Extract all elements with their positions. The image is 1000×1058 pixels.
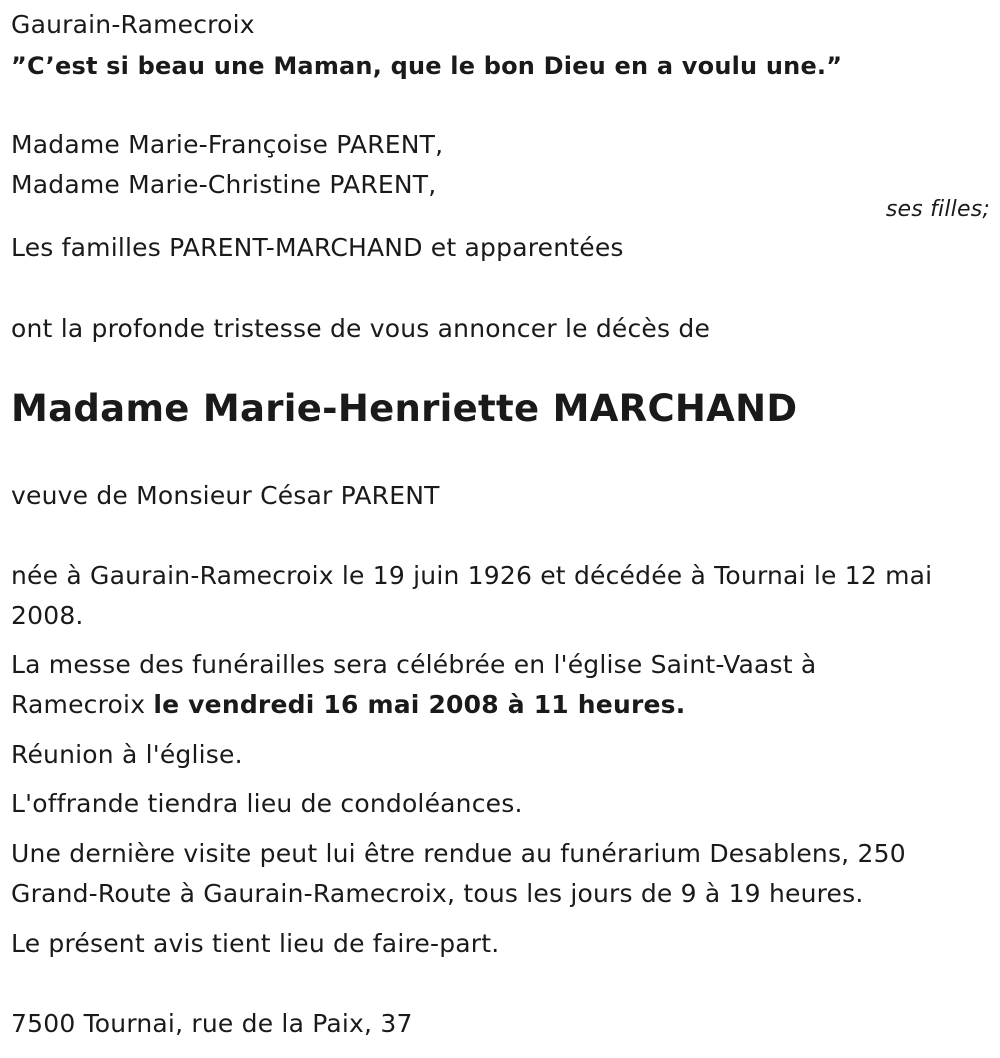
notice-line: Le présent avis tient lieu de faire-part. [11, 929, 500, 958]
visit-line-end: Grand-Route à Gaurain-Ramecroix, tous les jours de 9 à 19 heures. [11, 879, 864, 908]
address-line: 7500 Tournai, rue de la Paix, 37 [11, 1009, 413, 1038]
meeting-line: Réunion à l'église. [11, 740, 243, 769]
visit-line: Une dernière visite peut lui être rendue au funérarium Desablens, 250 [11, 839, 906, 868]
relatives-line: Les familles PARENT-MARCHAND et apparentées [11, 233, 624, 262]
offering-line: L'offrande tiendra lieu de condoléances. [11, 789, 523, 818]
funeral-mass-datetime [11, 686, 685, 724]
family-member: Madame Marie-Christine PARENT, [11, 170, 437, 199]
family-member: Madame Marie-Françoise PARENT, [11, 130, 444, 159]
birth-death-line: née à Gaurain-Ramecroix le 19 juin 1926 et décédée à Tournai le 12 mai [11, 561, 933, 590]
town-name: Gaurain-Ramecroix [11, 10, 255, 39]
deceased-name: Madame Marie-Henriette MARCHAND [11, 387, 798, 430]
birth-death-line-end: 2008. [11, 601, 84, 630]
mass-datetime: le vendredi 16 mai 2008 à 11 heures. [153, 690, 686, 719]
announcement-intro: ont la profonde tristesse de vous annoncer le décès de [11, 314, 711, 343]
relation-label: ses filles; [885, 197, 990, 222]
widow-of-line: veuve de Monsieur César PARENT [11, 481, 440, 510]
epigraph-quote: ”C’est si beau une Maman, que le bon Dieu en a voulu une.” [11, 52, 843, 80]
mass-location-text: Ramecroix [11, 690, 154, 719]
funeral-mass-line: La messe des funérailles sera célébrée en l'église Saint-Vaast à [11, 650, 817, 679]
